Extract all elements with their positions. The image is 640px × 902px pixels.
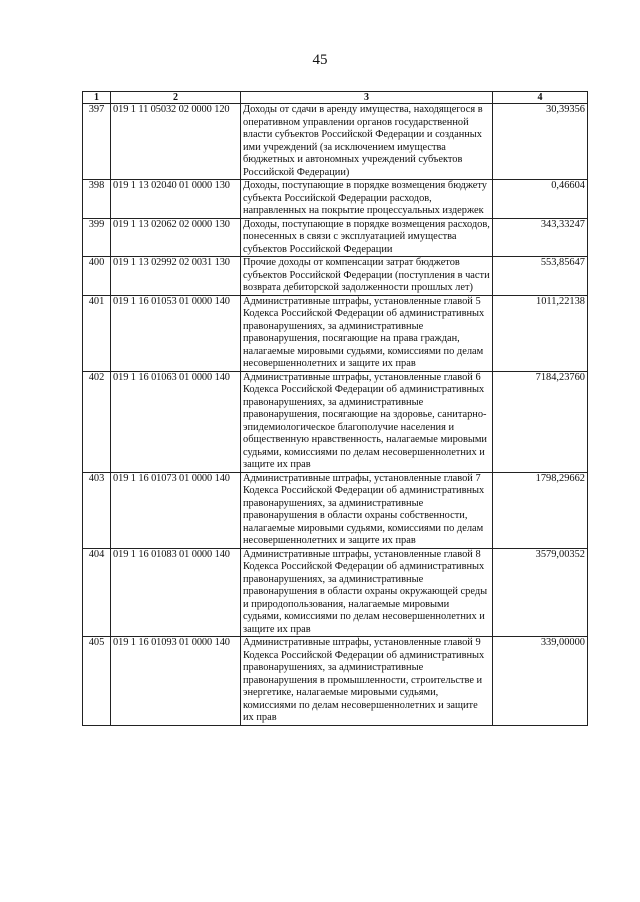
table-row [83,295,588,371]
amount-cell: 7184,23760 [493,371,588,472]
classification-code: 019 1 13 02040 01 0000 130 [111,180,241,219]
row-number: 398 [83,180,111,219]
row-number: 397 [83,104,111,180]
classification-code: 019 1 11 05032 02 0000 120 [111,104,241,180]
table-row [83,371,588,472]
amount-cell: 30,39356 [493,104,588,180]
revenue-name: Административные штрафы, установленные главой 8 Кодекса Российской Федерации об административных правонарушениях, за административные правонарушения в области охраны окружающей среды и природопользования, налагаемые мировыми судьями, комиссиями по делам несовершеннолетних и защите их прав [241,548,493,637]
row-number: 400 [83,257,111,296]
revenue-name: Доходы от сдачи в аренду имущества, находящегося в оперативном управлении органов государственной власти субъектов Российской Федерации и созданных ими учреждений (за исключением имущества бюджетных и автономных учреждений субъектов Российской Федерации) [241,104,493,180]
table-row [83,104,588,180]
column-header-number: 1 [83,92,111,104]
row-number: 402 [83,371,111,472]
table-body [83,104,588,726]
revenue-name: Административные штрафы, установленные главой 5 Кодекса Российской Федерации об административных правонарушениях, за административные правонарушения, посягающие на права граждан, налагаемые мировыми судьями, комиссиями по делам несовершеннолетних и защите их прав [241,295,493,371]
column-header-name: 3 [241,92,493,104]
row-number: 404 [83,548,111,637]
revenue-name: Административные штрафы, установленные главой 6 Кодекса Российской Федерации об административных правонарушениях, за административные правонарушения, посягающие на здоровье, санитарно-эпидемиологическое благополучие населения и общественную нравственность, налагаемые мировыми судьями, комиссиями по делам несовершеннолетних и защите их прав [241,371,493,472]
row-number: 405 [83,637,111,726]
revenue-name: Прочие доходы от компенсации затрат бюджетов субъектов Российской Федерации (поступления в части возврата дебиторской задолженности прошлых лет) [241,257,493,296]
table-row [83,257,588,296]
revenue-name: Доходы, поступающие в порядке возмещения бюджету субъекта Российской Федерации расходов, направленных на покрытие процессуальных издержек [241,180,493,219]
row-number: 399 [83,218,111,257]
row-number: 403 [83,472,111,548]
revenue-name: Доходы, поступающие в порядке возмещения расходов, понесенных в связи с эксплуатацией имущества субъектов Российской Федерации [241,218,493,257]
table-row [83,180,588,219]
classification-code: 019 1 16 01093 01 0000 140 [111,637,241,726]
classification-code: 019 1 13 02062 02 0000 130 [111,218,241,257]
column-header-code: 2 [111,92,241,104]
row-number: 401 [83,295,111,371]
table-header [83,92,588,104]
page-number: 45 [312,52,328,68]
amount-cell: 1798,29662 [493,472,588,548]
revenue-name: Административные штрафы, установленные главой 7 Кодекса Российской Федерации об административных правонарушениях, за административные правонарушения в области охраны собственности, налагаемые мировыми судьями, комиссиями по делам несовершеннолетних и защите их прав [241,472,493,548]
classification-code: 019 1 16 01073 01 0000 140 [111,472,241,548]
table-row [83,218,588,257]
budget-table [82,91,588,726]
table-row [83,472,588,548]
revenue-name: Административные штрафы, установленные главой 9 Кодекса Российской Федерации об административных правонарушениях, за административные правонарушения в промышленности, строительстве и энергетике, налагаемые мировыми судьями, комиссиями по делам несовершеннолетних и защите их прав [241,637,493,726]
amount-cell: 553,85647 [493,257,588,296]
amount-cell: 0,46604 [493,180,588,219]
classification-code: 019 1 16 01083 01 0000 140 [111,548,241,637]
header-row [83,92,588,104]
amount-cell: 1011,22138 [493,295,588,371]
classification-code: 019 1 16 01063 01 0000 140 [111,371,241,472]
amount-cell: 3579,00352 [493,548,588,637]
column-header-amount: 4 [493,92,588,104]
amount-cell: 343,33247 [493,218,588,257]
classification-code: 019 1 16 01053 01 0000 140 [111,295,241,371]
amount-cell: 339,00000 [493,637,588,726]
table-row [83,637,588,726]
classification-code: 019 1 13 02992 02 0031 130 [111,257,241,296]
table-row [83,548,588,637]
